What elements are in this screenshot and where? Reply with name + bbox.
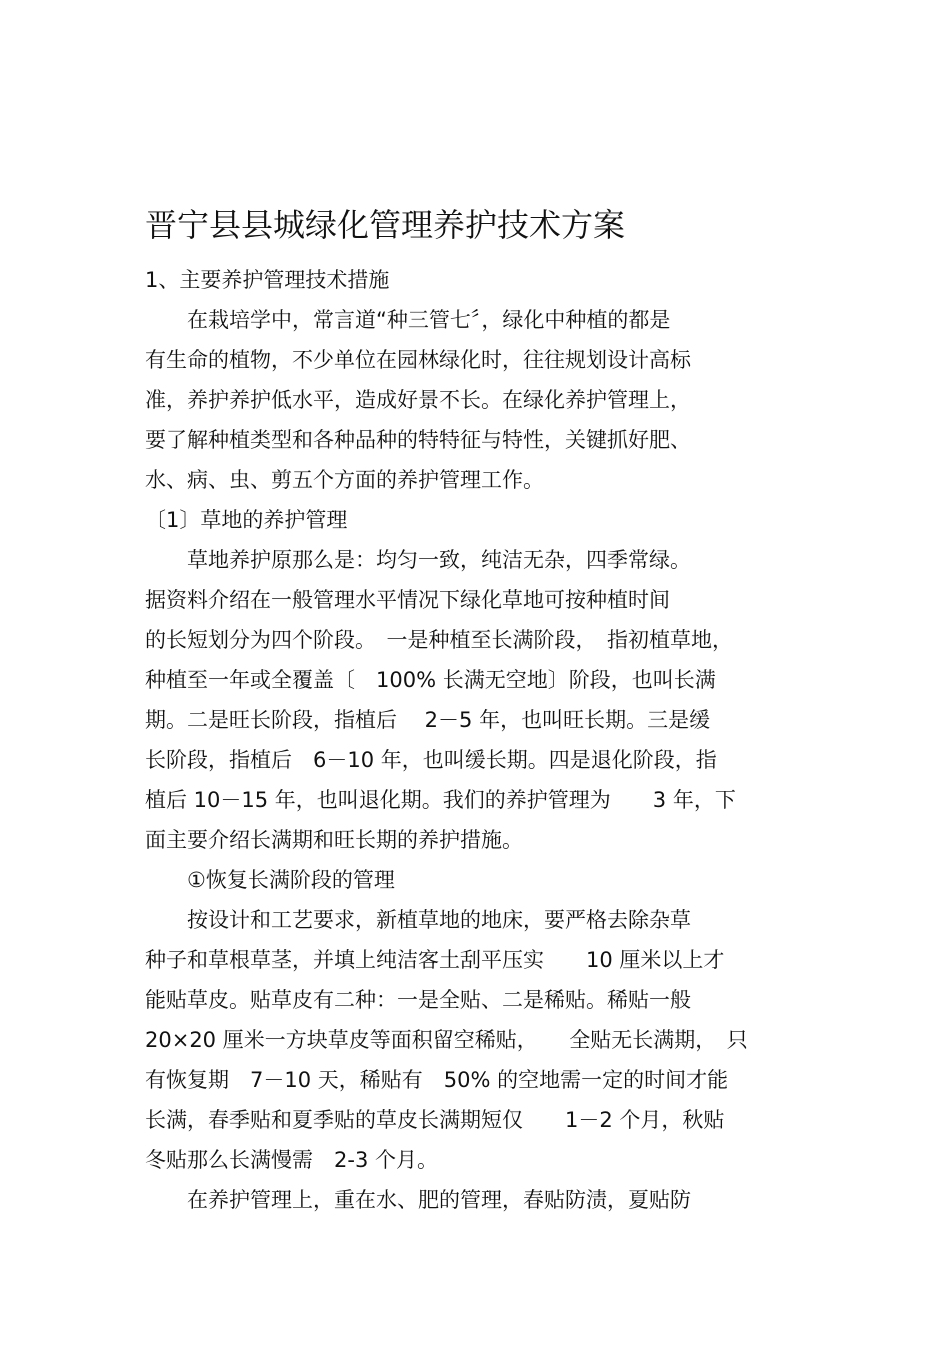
text-line: 在栽培学中，常言道“种三管七〞，绿化中种植的都是 — [145, 308, 671, 332]
text-line: 据资料介绍在一般管理水平情况下绿化草地可按种植时间 — [145, 588, 670, 612]
text-line: 准，养护养护低水平，造成好景不长。在绿化养护管理上， — [145, 388, 691, 412]
text-line: 种子和草根草茎，并填上纯洁客土刮平压实 10 厘米以上才 — [145, 948, 725, 972]
text-line: 有生命的植物，不少单位在园林绿化时，往往规划设计高标 — [145, 348, 691, 372]
text-line: 在养护管理上，重在水、肥的管理，春贴防渍，夏贴防 — [145, 1188, 691, 1212]
document-title: 晋宁县县城绿化管理养护技术方案 — [145, 206, 626, 244]
text-line: 期。二是旺长阶段，指植后 2－5 年，也叫旺长期。三是缓 — [145, 708, 711, 732]
text-line: 种植至一年或全覆盖〔 100% 长满无空地〕阶段，也叫长满 — [145, 668, 716, 692]
text-line: 草地养护原那么是：均匀一致，纯洁无杂，四季常绿。 — [145, 548, 691, 572]
text-line: 20×20 厘米一方块草皮等面积留空稀贴， 全贴无长满期， 只 — [145, 1028, 748, 1052]
text-line: 冬贴那么长满慢需 2-3 个月。 — [145, 1148, 438, 1172]
text-line: 要了解种植类型和各种品种的特特征与特性，关键抓好肥、 — [145, 428, 691, 452]
text-line: 按设计和工艺要求，新植草地的地床，要严格去除杂草 — [145, 908, 691, 932]
text-line: 水、病、虫、剪五个方面的养护管理工作。 — [145, 468, 544, 492]
text-line: 植后 10－15 年，也叫退化期。我们的养护管理为 3 年，下 — [145, 788, 736, 812]
text-line: 1、主要养护管理技术措施 — [145, 268, 390, 292]
text-line: 长满，春季贴和夏季贴的草皮长满期短仅 1－2 个月，秋贴 — [145, 1108, 725, 1132]
text-line: 〔1〕草地的养护管理 — [145, 508, 348, 532]
text-line: 能贴草皮。贴草皮有二种：一是全贴、二是稀贴。稀贴一般 — [145, 988, 691, 1012]
text-line: ①恢复长满阶段的管理 — [145, 868, 395, 892]
text-line: 的长短划分为四个阶段。 一是种植至长满阶段， 指初植草地， — [145, 628, 733, 652]
text-line: 有恢复期 7－10 天，稀贴有 50% 的空地需一定的时间才能 — [145, 1068, 729, 1092]
text-line: 面主要介绍长满期和旺长期的养护措施。 — [145, 828, 523, 852]
text-line: 长阶段，指植后 6－10 年，也叫缓长期。四是退化阶段，指 — [145, 748, 717, 772]
